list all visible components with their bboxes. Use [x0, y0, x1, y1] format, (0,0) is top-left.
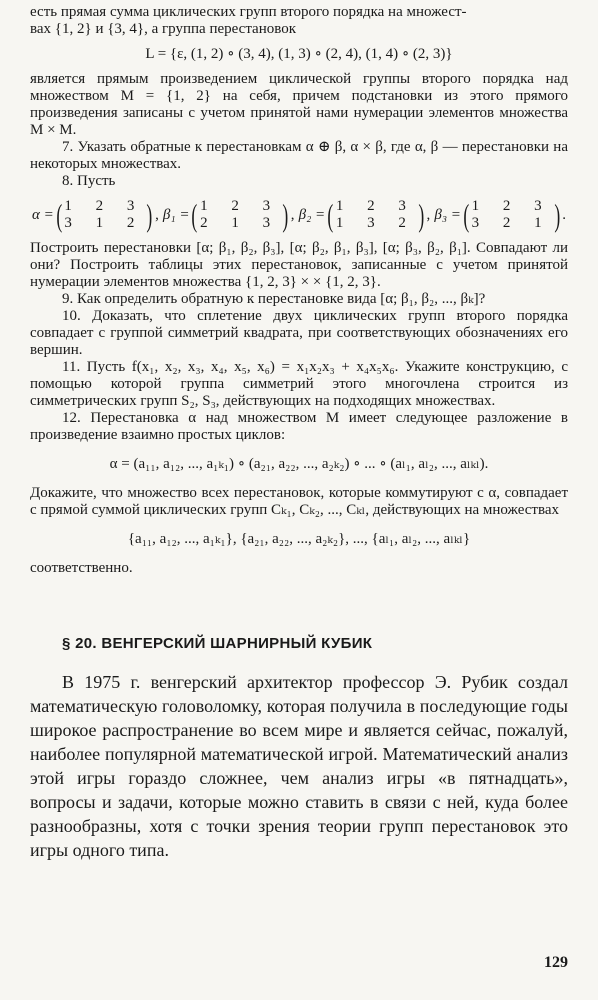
exercise-8-continued: Построить перестановки [α; β₁, β₂, β₃], [α; β₂, β₁, β₃], [α; β₃, β₂, β₁]. Совпадают ли они? Построить таблицы этих перестановок, записанные с учетом принятой нумерации элементов множества {1, 2, 3} × × {1, 2, 3}. [30, 240, 568, 290]
text-line: вах {1, 2} и {3, 4}, а группа перестановок [30, 21, 297, 37]
exercise-11: 11. Пусть f(x₁, x₂, x₃, x₄, x₅, x₆) = x₁x₂x₃ + x₄x₅x₆. Укажите конструкцию, с помощью которой группа симметрий этого многочлена строится из симметрических групп S₂, S₃, действующих на подходящих множествах. [30, 359, 568, 409]
formula-L: L = {ε, (1, 2) ∘ (3, 4), (1, 3) ∘ (2, 4), (1, 4) ∘ (2, 3)} [145, 46, 453, 62]
matrix-separator: , [426, 206, 431, 223]
matrix-separator: , [155, 206, 159, 223]
matrix-body [64, 198, 144, 232]
matrix-beta2 [299, 198, 431, 232]
matrix-top-row: 1 2 3 [64, 198, 145, 214]
section-heading: § 20. ВЕНГЕРСКИЙ ШАРНИРНЫЙ КУБИК [62, 635, 373, 652]
matrix-bottom-row: 2 1 3 [200, 215, 281, 231]
exercise-12-continued: Докажите, что множество всех перестановок, которые коммутируют с α, совпадает с прямой суммой циклических групп Cₖ₁, Cₖ₂, ..., Cₖₗ, действующих на множествах [30, 485, 568, 518]
matrix-bottom-row: 1 3 2 [335, 215, 416, 231]
matrix-top-row: 1 2 3 [200, 198, 281, 214]
exercise-7: 7. Указать обратные к перестановкам α ⊕ β, α × β, где α, β — перестановки на некоторых множествах. [30, 139, 568, 172]
exercise-8: 8. Пусть [62, 173, 116, 189]
matrix-bottom-row: 3 2 1 [471, 215, 552, 231]
right-paren: ) [553, 197, 560, 233]
matrix-top-row: 1 2 3 [471, 198, 552, 214]
text-line: соответственно. [30, 560, 133, 576]
formula-cycles: α = (a₁₁, a₁₂, ..., a₁ₖ₁) ∘ (a₂₁, a₂₂, ..., a₂ₖ₂) ∘ ... ∘ (aₗ₁, aₗ₂, ..., aₗₖₗ). [109, 456, 489, 472]
section-paragraph: В 1975 г. венгерский архитектор профессор Э. Рубик создал математическую головоломку, которая получила в последующие годы широкое распространение во всем мире и является сейчас, пожалуй, наиболее популярной математической игрой. Математический анализ этой игры гораздо сложнее, чем анализ игры «в пятнадцать», вопросы и задачи, которые можно ставить в связи с ней, куда более разнообразны, хотя с точки зрения теории групп перестановок это игры одного типа. [30, 672, 568, 860]
right-paren: ) [146, 197, 153, 233]
exercise-12: 12. Перестановка α над множеством M имеет следующее разложение в произведение взаимно простых циклов: [30, 410, 568, 443]
paragraph-direct-product: является прямым произведением циклической группы второго порядка над множеством M = {1, 2} на себя, причем подстановки из этого прямого произведения записаны с учетом принятой нами нумерации элементов множества M × M. [30, 71, 568, 138]
permutation-matrices [30, 198, 568, 232]
matrix-body [336, 198, 416, 232]
exercise-10: 10. Доказать, что сплетение двух циклических групп второго порядка совпадает с группой симметрий квадрата, при соответствующих обозначениях его вершин. [30, 308, 568, 358]
matrix-label: β₂ = [298, 206, 326, 223]
right-paren: ) [282, 197, 289, 233]
matrix-top-row: 1 2 3 [335, 198, 416, 214]
matrix-label: α = [32, 206, 54, 223]
matrix-body [472, 198, 552, 232]
matrix-beta3 [434, 198, 566, 232]
matrix-label: β₃ = [434, 206, 461, 223]
matrix-alpha [32, 198, 159, 232]
left-paren: ( [56, 197, 63, 233]
matrix-body [200, 198, 280, 232]
page-number: 129 [544, 954, 568, 971]
left-paren: ( [191, 197, 198, 233]
text-line: есть прямая сумма циклических групп второго порядка на множест- [30, 4, 467, 20]
matrix-separator: , [290, 206, 295, 223]
formula-sets: {a₁₁, a₁₂, ..., a₁ₖ₁}, {a₂₁, a₂₂, ..., a₂ₖ₂}, ..., {aₗ₁, aₗ₂, ..., aₗₖₗ} [127, 531, 471, 547]
left-paren: ( [327, 197, 334, 233]
matrix-bottom-row: 3 1 2 [64, 215, 145, 231]
exercise-9: 9. Как определить обратную к перестановке вида [α; β₁, β₂, ..., βₖ]? [62, 291, 486, 307]
matrix-separator: . [562, 206, 566, 223]
left-paren: ( [463, 197, 470, 233]
right-paren: ) [418, 197, 425, 233]
matrix-beta1 [163, 198, 295, 232]
matrix-label: β₁ = [162, 206, 190, 223]
